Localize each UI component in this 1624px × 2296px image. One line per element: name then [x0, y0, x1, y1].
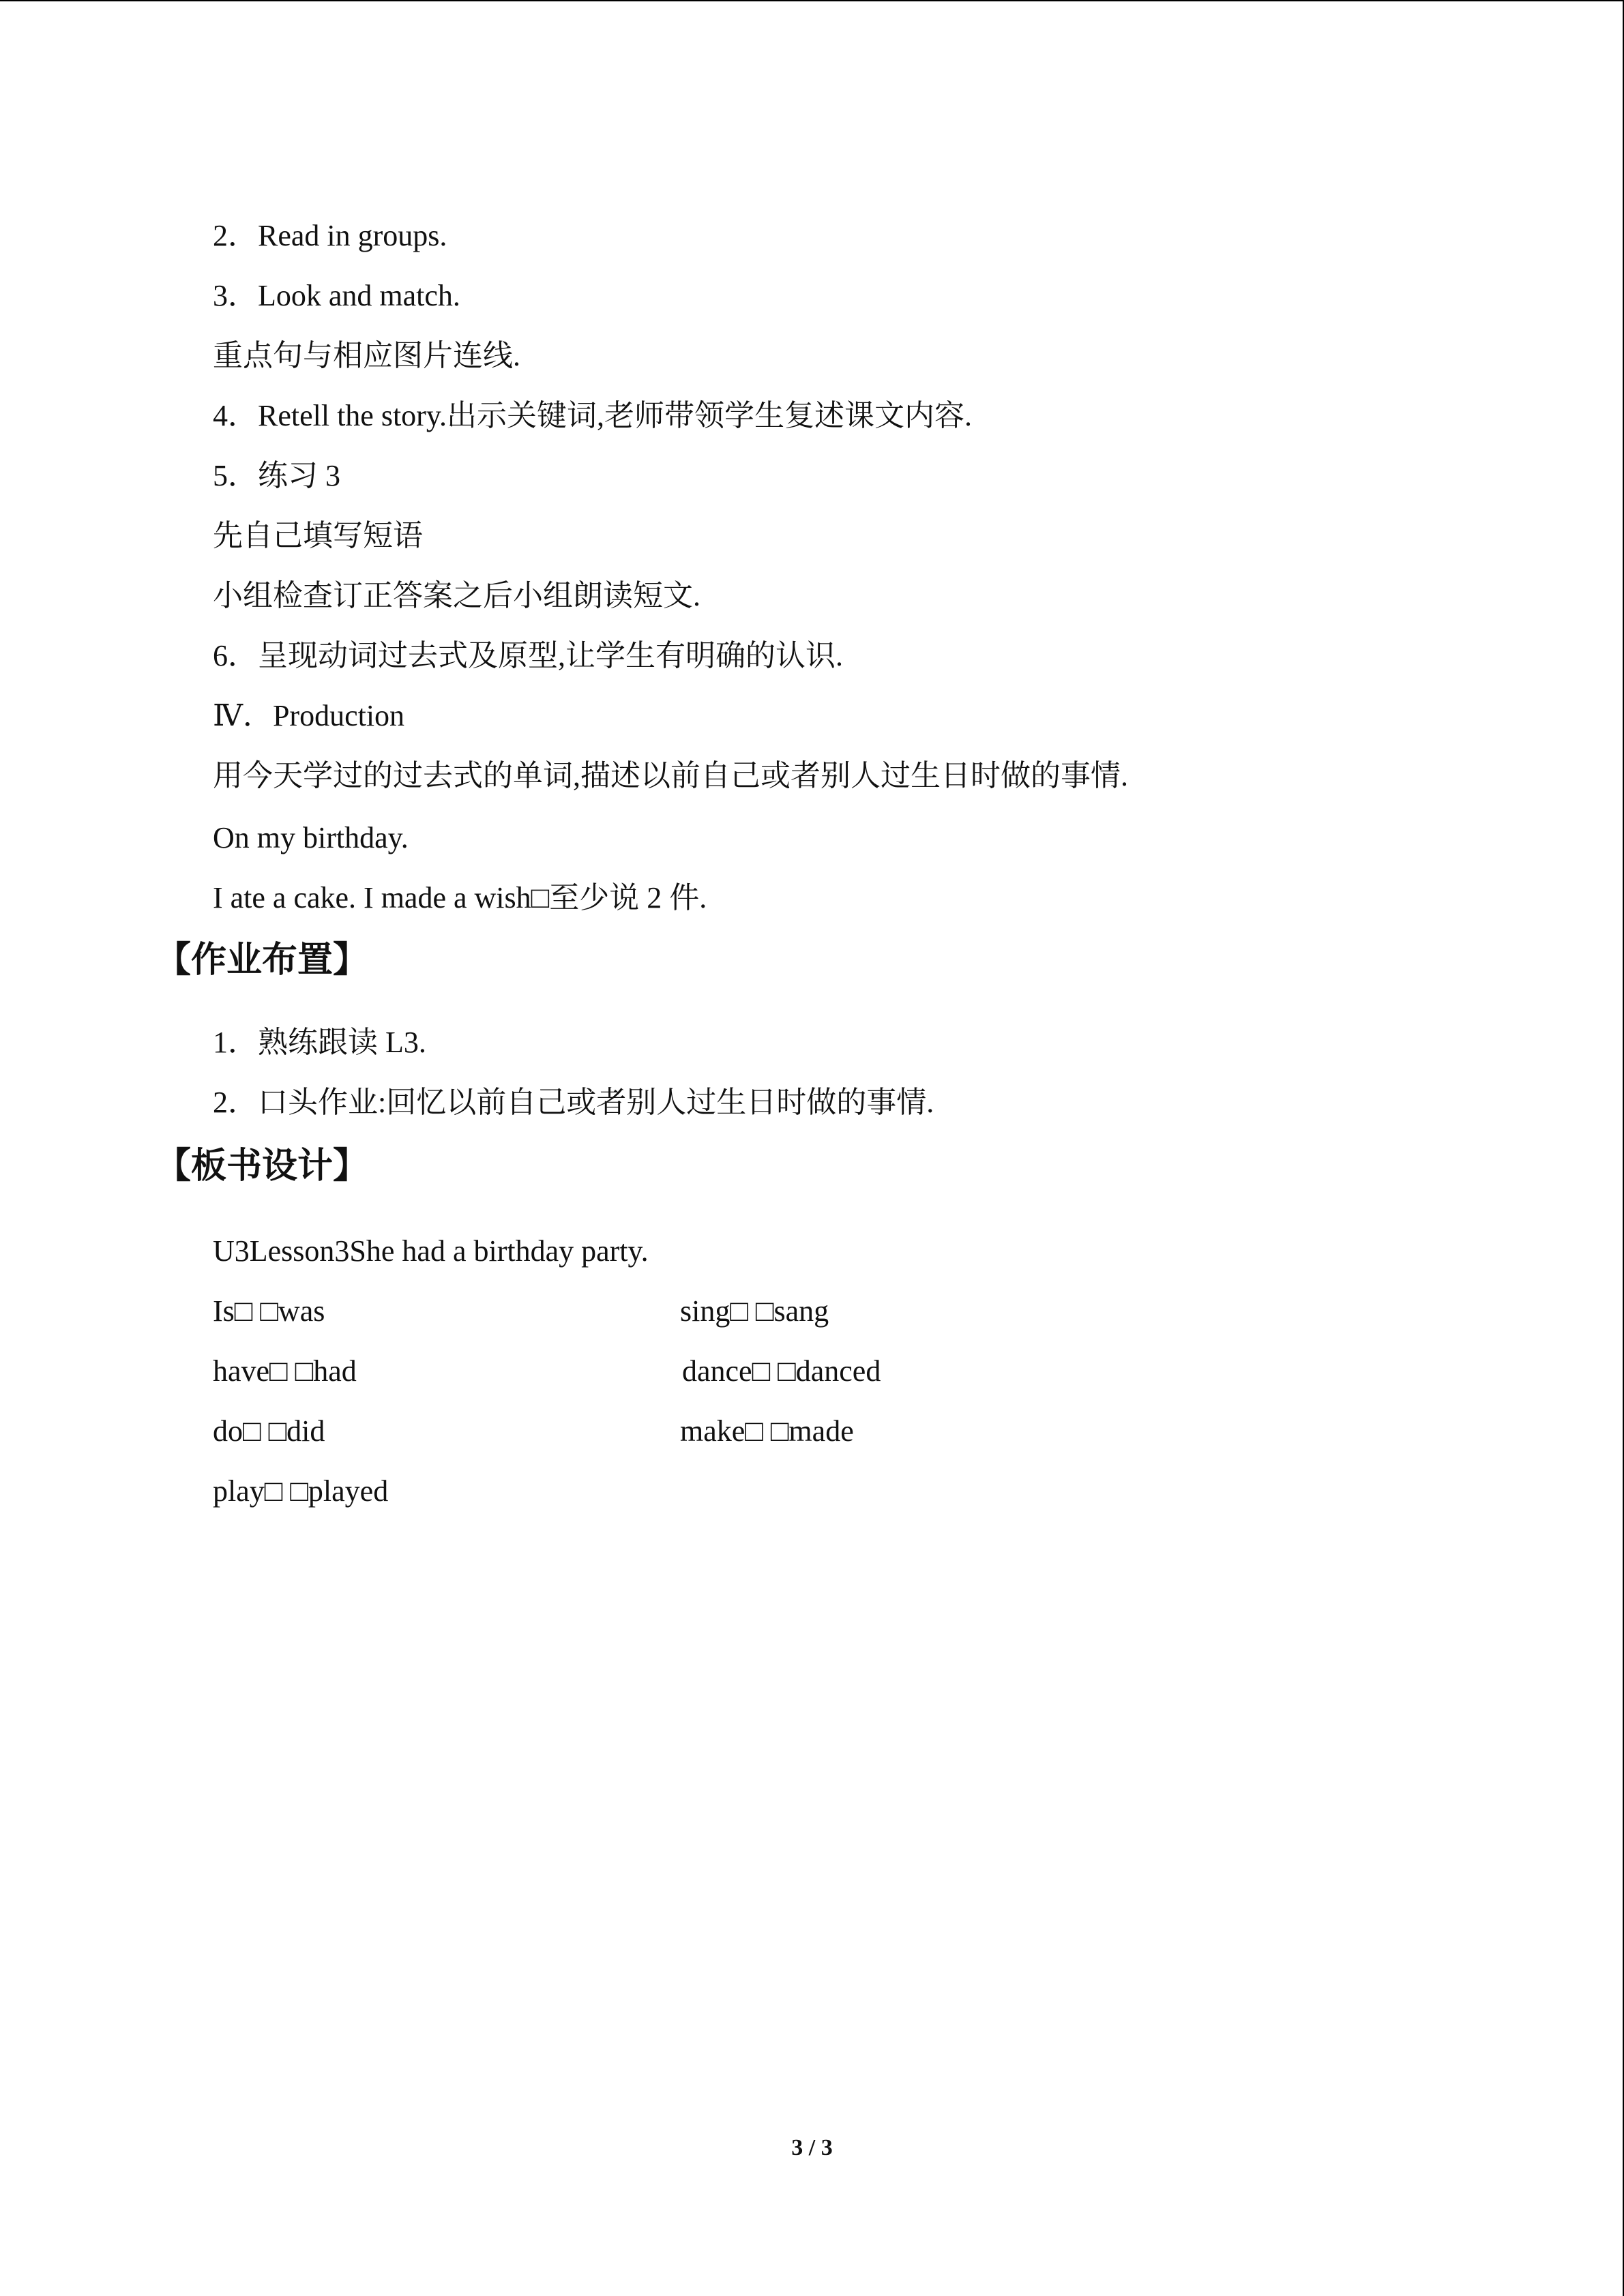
- verb-pair: play□ □played: [213, 1474, 389, 1508]
- body-line: 5．练习 3: [213, 459, 340, 492]
- verb-row: [213, 1411, 854, 1452]
- body-line: On my birthday.: [213, 821, 409, 854]
- verb-pair: sing□ □sang: [680, 1294, 829, 1328]
- section-label-production: Ⅳ．Production: [213, 699, 405, 732]
- verb-pair: have□ □had: [213, 1354, 357, 1388]
- body-line: 2．Read in groups.: [213, 219, 447, 252]
- body-line: I ate a cake. I made a wish□至少说 2 件.: [213, 881, 707, 914]
- verb-row: [213, 1471, 388, 1512]
- verb-pair: dance□ □danced: [682, 1354, 881, 1388]
- verb-pair: Is□ □was: [213, 1294, 325, 1328]
- homework-item: 1．熟练跟读 L3.: [213, 1026, 426, 1059]
- homework-heading: 【作业布置】: [156, 940, 369, 981]
- board-title: U3Lesson3She had a birthday party.: [213, 1234, 649, 1268]
- body-line: 小组检查订正答案之后小组朗读短文.: [213, 579, 700, 612]
- body-line: 3．Look and match.: [213, 279, 460, 312]
- verb-row: [213, 1351, 881, 1392]
- verb-row: [213, 1291, 829, 1332]
- verb-pair: make□ □made: [680, 1414, 854, 1448]
- board-design-heading: 【板书设计】: [156, 1146, 369, 1187]
- body-line: 4．Retell the story.出示关键词,老师带领学生复述课文内容.: [213, 399, 972, 432]
- page-number: 3 / 3: [791, 2135, 833, 2160]
- body-line: 先自己填写短语: [213, 519, 423, 552]
- homework-item: 2．口头作业:回忆以前自己或者别人过生日时做的事情.: [213, 1086, 934, 1119]
- body-line: 用今天学过的过去式的单词,描述以前自己或者别人过生日时做的事情.: [213, 759, 1128, 792]
- verb-pair: do□ □did: [213, 1414, 325, 1448]
- body-line: 6．呈现动词过去式及原型,让学生有明确的认识.: [213, 639, 843, 672]
- body-line: 重点句与相应图片连线.: [213, 339, 520, 372]
